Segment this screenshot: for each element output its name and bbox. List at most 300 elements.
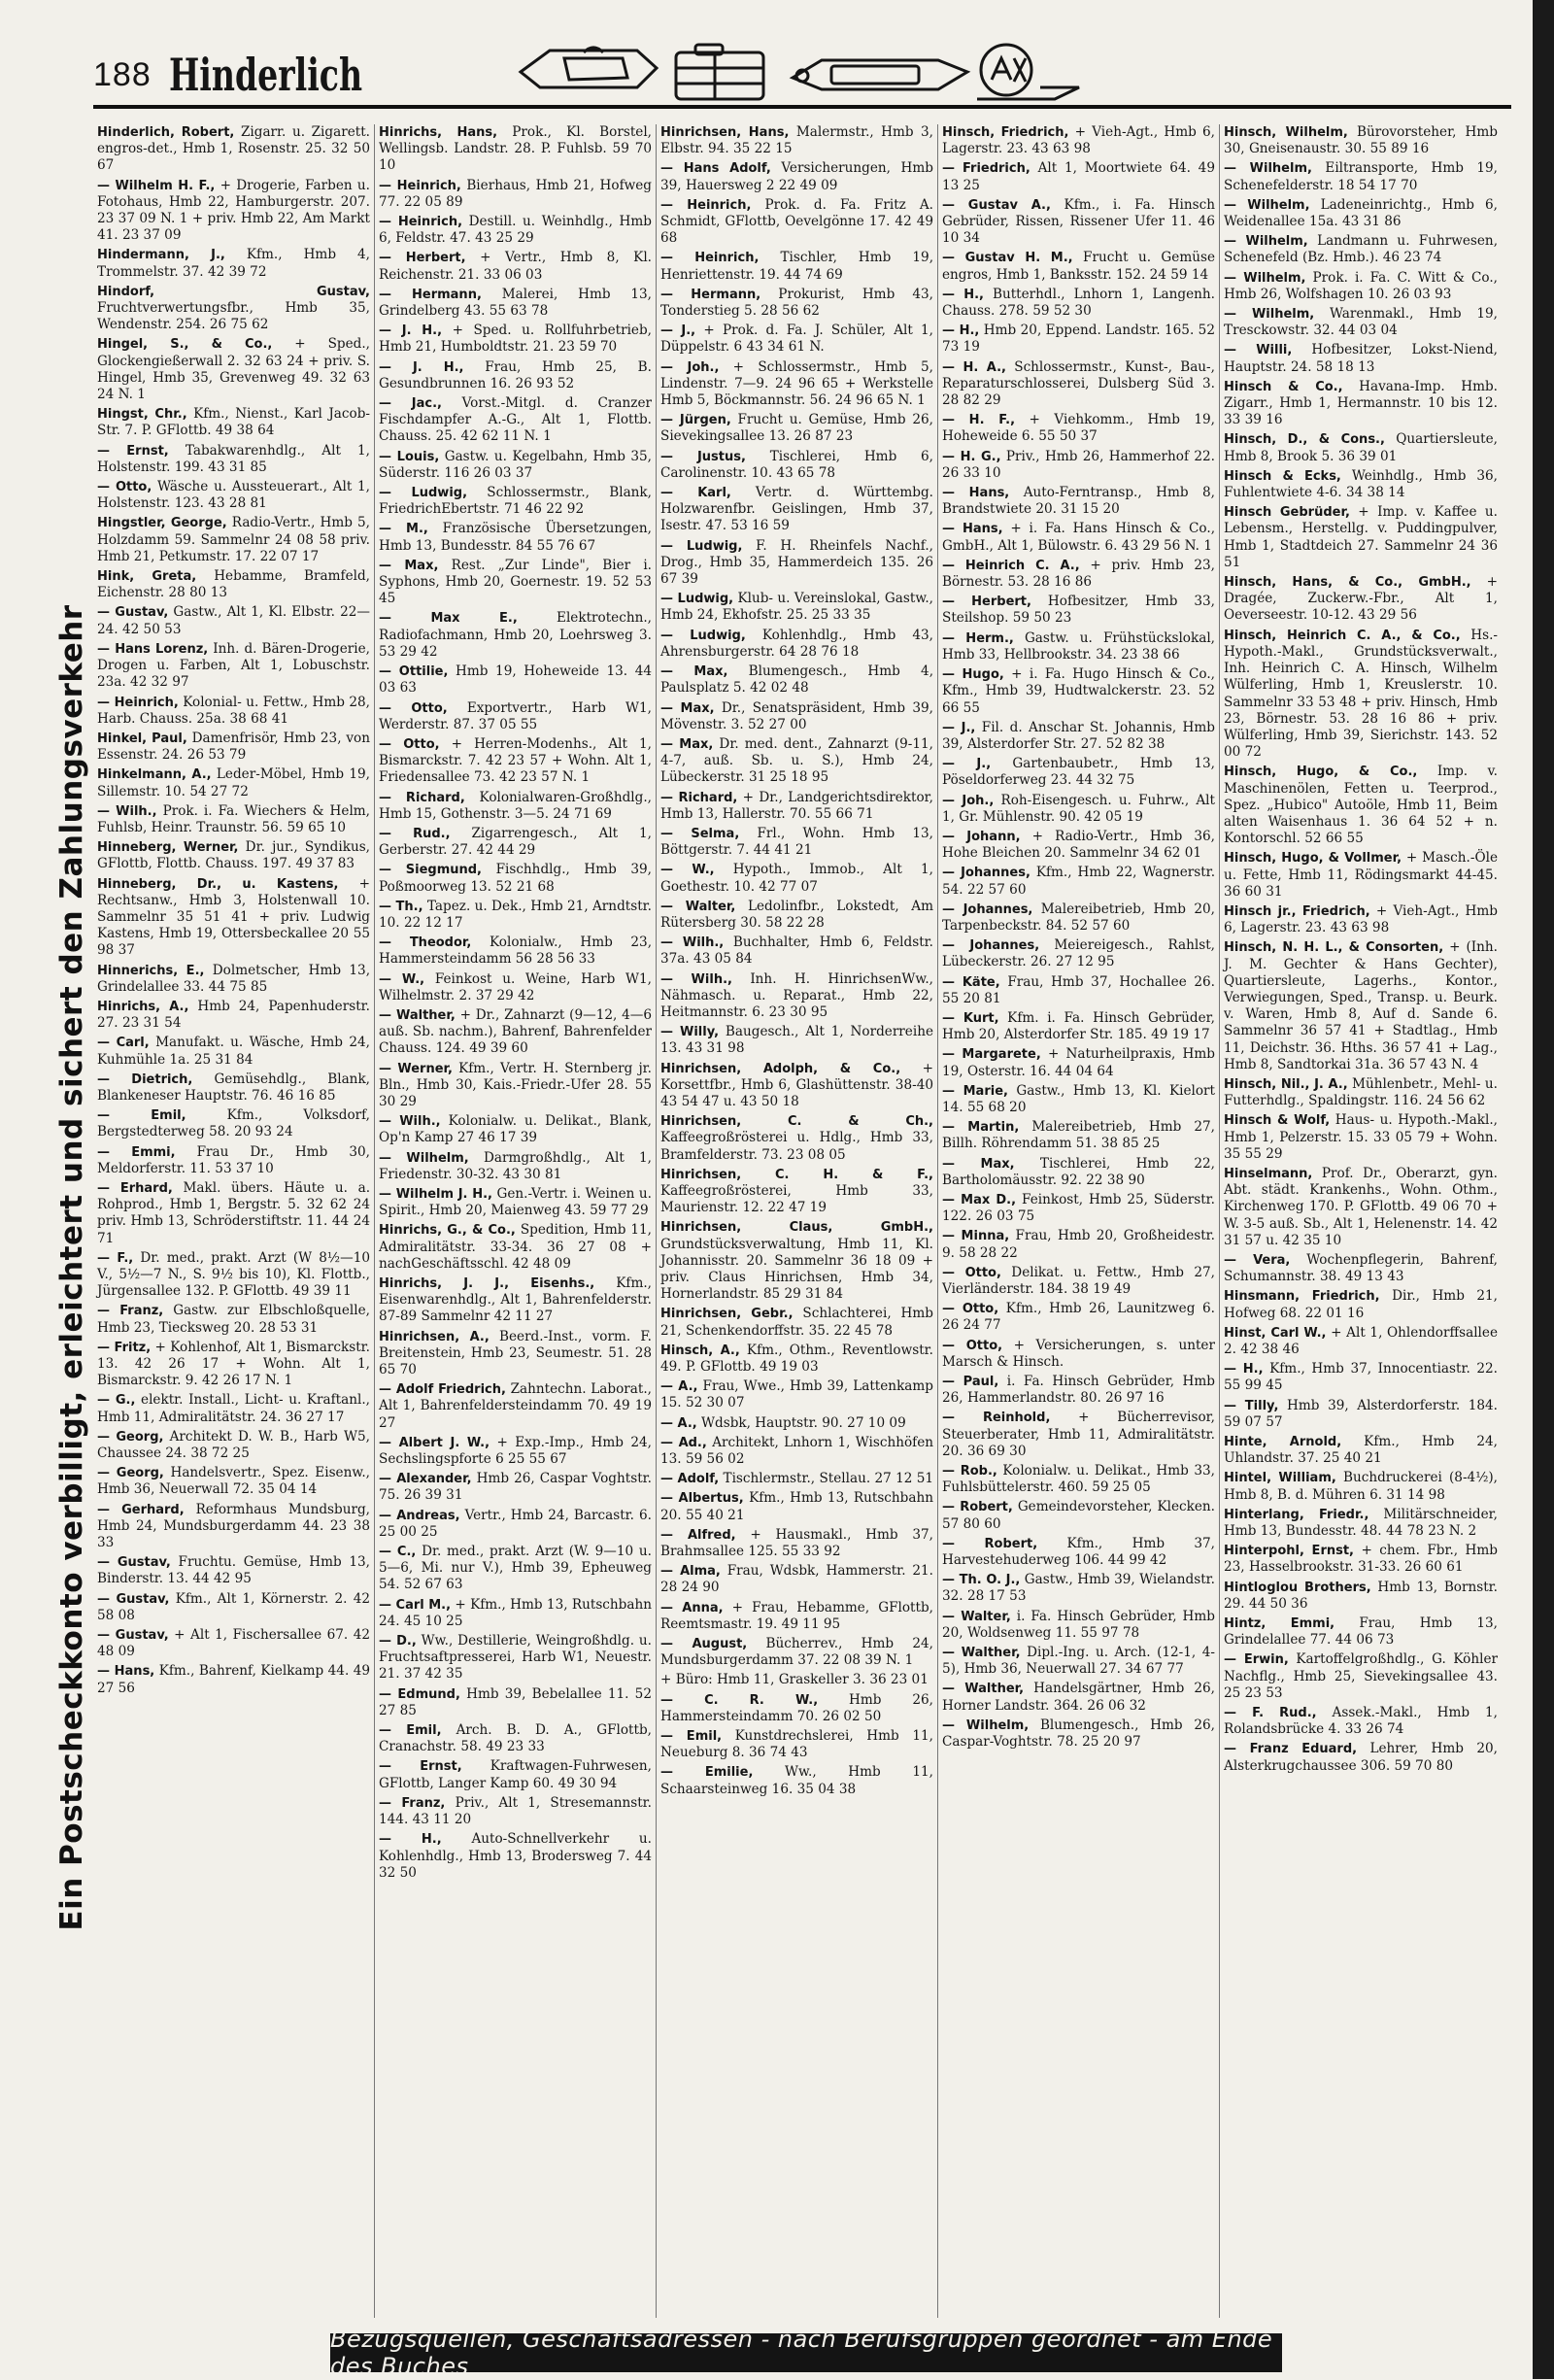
entry-details: Hebamme, Bramfeld, Eichenstr. 28 80 13 [97, 568, 370, 601]
entry-name: — Otto, [379, 736, 440, 752]
entry-details: Zigarr. u. Zigarett. engros-det., Hmb 1, Rosenstr. 25. 32 50 67 [97, 124, 371, 174]
directory-entry [660, 1527, 933, 1560]
directory-entry [942, 323, 1215, 356]
directory-entry [1224, 1112, 1498, 1163]
entry-name: — W., [660, 863, 715, 878]
directory-entry [942, 1265, 1215, 1298]
directory-entry [379, 1061, 652, 1111]
directory-column [1220, 124, 1502, 2318]
entry-details: Tischlermstr., Stellau. 27 12 51 [723, 1471, 933, 1487]
entry-name: — Emil, [97, 1108, 186, 1124]
entry-details: Dr. med., prakt. Arzt (W. 9—10 u. 5—6, Mi. nur V.), Hmb 39, Epheuweg 54. 52 67 63 [379, 1544, 652, 1593]
entry-name: — A., [660, 1379, 698, 1395]
entry-details: F. H. Rheinfels Nachf., Drog., Hmb 35, Hammerdeich 135. 26 67 39 [660, 537, 933, 588]
entry-details: Hmb 13, Bornstr. 29. 44 50 36 [1224, 1579, 1499, 1612]
directory-entry [379, 1758, 652, 1791]
entry-name: Hinsch, Heinrich C. A., & Co., [1224, 628, 1461, 643]
entry-name: — Heinrich, [379, 178, 461, 193]
entry-details: Bierhaus, Hmb 21, Hofweg 77. 22 05 89 [379, 177, 652, 210]
entry-name: — Friedrich, [942, 161, 1030, 177]
directory-entry [97, 1429, 370, 1462]
entry-details: Prokurist, Hmb 43, Tonderstieg 5. 28 56 62 [660, 286, 933, 320]
directory-entry [942, 287, 1215, 320]
entry-details: Tischlerei, Hmb 6, Carolinenstr. 10. 43 65 78 [660, 448, 933, 481]
directory-entry [1224, 1361, 1498, 1394]
entry-details: Blumengesch., Hmb 26, Caspar-Voghtstr. 78. 25 20 97 [942, 1717, 1215, 1751]
entry-details: Kfm., Hmb 22, Wagnerstr. 54. 22 57 60 [942, 865, 1216, 898]
entry-details: Vertr. d. Württembg. Holzwarenfbr. Geislingen, Hmb 37, Isestr. 47. 53 16 59 [660, 485, 933, 534]
entry-details: Tischlerei, Hmb 22, Bartholomäusstr. 92. 22 38 90 [942, 1155, 1216, 1188]
entry-name: — Carl, [97, 1036, 150, 1051]
entry-details: + Dr., Zahnarzt (9—12, 4—6 auß. Sb. nachm.), Bahrenf, Bahrenfelder Chauss. 124. 49 39 60 [379, 1006, 653, 1057]
directory-entry [379, 1831, 652, 1882]
entry-name: — Wilhelm, [1224, 307, 1315, 323]
entry-name: — Jürgen, [660, 413, 731, 428]
directory-entry [97, 1340, 370, 1390]
entry-name: — Fritz, [97, 1340, 152, 1355]
directory-entry [942, 1717, 1215, 1751]
entry-details: + Alt 1, Ohlendorffsallee 2. 42 38 46 [1224, 1324, 1498, 1358]
entry-name: — Wilhelm J. H., [379, 1186, 492, 1202]
entry-name: Hinrichsen, Adolph, & Co., [660, 1061, 901, 1076]
entry-name: Hinsch, Hans, & Co., GmbH., [1224, 575, 1471, 591]
entry-details: Kfm., Hmb 4, Trommelstr. 37. 42 39 72 [97, 247, 370, 280]
directory-entry [942, 1645, 1215, 1678]
directory-entry [97, 284, 370, 334]
directory-entry [660, 359, 933, 410]
directory-entry [942, 124, 1215, 157]
entry-details: Kfm. i. Fa. Hinsch Gebrüder, Hmb 20, Alsterdorfer Str. 185. 49 19 17 [942, 1009, 1215, 1043]
entry-name: — Walter, [942, 1609, 1011, 1624]
entry-name: Hinrichsen, C. & Ch., [660, 1114, 933, 1130]
directory-entry [660, 1471, 933, 1487]
directory-entry [97, 1465, 370, 1498]
entry-name: Hinsch, A., [660, 1343, 740, 1358]
entry-name: — Wilhelm, [1224, 197, 1310, 213]
directory-entry [660, 1692, 933, 1725]
entry-name: — Ludwig, [660, 592, 734, 607]
entry-name: — Gustav A., [942, 197, 1051, 213]
entry-name: — Wilh., [660, 971, 732, 987]
directory-entry [379, 521, 652, 554]
entry-details: Wdsbk, Hauptstr. 90. 27 10 09 [701, 1414, 906, 1431]
entry-details: + Vertr., Hmb 8, Kl. Reichenstr. 21. 33 06 03 [379, 250, 652, 283]
directory-entry [942, 793, 1215, 826]
directory-entry [942, 1609, 1215, 1642]
entry-details: + Rechtsanw., Hmb 3, Holstenwall 10. Sammelnr 35 51 41 + priv. Ludwig Kastens, Hmb 19, Ottersbeckallee 20 55 98 37 [97, 875, 371, 959]
entry-details: Bürovorsteher, Hmb 30, Gneisenaustr. 30. 55 89 16 [1224, 124, 1498, 157]
side-banner [35, 466, 89, 2069]
entry-details: Schlossermstr., Blank, FriedrichEbertstr. 71 46 22 92 [379, 485, 652, 518]
entry-details: + Alt 1, Fischersallee 67. 42 48 09 [97, 1627, 370, 1660]
entry-details: Makl. übers. Häute u. a. Rohprod., Hmb 1, Bergstr. 5. 32 62 24 priv. Hmb 13, Schröderstiftstr. 11. 44 24 71 [97, 1179, 371, 1246]
entry-details: Vertr., Hmb 24, Barcastr. 6. 25 00 25 [379, 1507, 652, 1540]
directory-entry [379, 558, 652, 608]
entry-name: — Robert, [942, 1500, 1013, 1515]
directory-entry [1224, 1741, 1498, 1774]
entry-details: Roh-Eisengesch. u. Fuhrw., Alt 1, Gr. Mühlenstr. 90. 42 05 19 [942, 792, 1215, 825]
entry-name: Hinneberg, Werner, [97, 840, 239, 856]
entry-details: + Kfm., Hmb 13, Rutschbahn 24. 45 10 25 [379, 1596, 652, 1629]
entry-name: — Hans, [942, 486, 1010, 501]
directory-entry [942, 1083, 1215, 1116]
entry-details: Butterhdl., Lnhorn 1, Langenh. Chauss. 278. 59 52 30 [942, 286, 1215, 320]
entry-name: — J., [942, 757, 992, 772]
directory-entry [379, 971, 652, 1004]
entry-details: Hypoth., Immob., Alt 1, Goethestr. 10. 42 77 07 [660, 862, 933, 895]
directory-entry [1224, 939, 1498, 1073]
entry-details: Kfm., Hmb 24, Uhlandstr. 37. 25 40 21 [1224, 1434, 1498, 1467]
entry-details: Gen.-Vertr. i. Weinen u. Spirit., Hmb 20, Maienweg 43. 59 77 29 [379, 1185, 652, 1219]
entry-details: Kfm., i. Fa. Hinsch Gebrüder, Rissen, Rissener Ufer 11. 46 10 34 [942, 196, 1215, 247]
directory-entry [660, 826, 933, 859]
entry-name: — Dietrich, [97, 1071, 193, 1087]
entry-name: — Adolf, [660, 1472, 720, 1487]
directory-entry [660, 538, 933, 589]
entry-name: — Albert J. W., [379, 1435, 490, 1450]
entry-details: + Schlossermstr., Hmb 5, Lindenstr. 7—9. 24 96 65 + Werkstelle Hmb 5, Böckmannstr. 56. 24 96 65 N. 1 [660, 358, 933, 409]
entry-name: — J., [660, 323, 696, 339]
entry-name: — Max E., [379, 611, 518, 627]
entry-details: Kfm., Hmb 37, Harvestehuderweg 106. 44 99 42 [942, 1535, 1215, 1569]
entry-details: Hs.-Hypoth.-Makl., Grundstücksverwalt., Inh. Heinrich C. A. Hinsch, Wilhelm Wülferling, Hmb 1, Kreuslerstr. 10. Sammelnr 33 53 48 + priv. Hinsch, Hmb 23, Börnestr. 53. 28 16 86 + priv. Wülferling, Hmb 39, Sierichstr. 143. 52 00 72 [1224, 627, 1499, 761]
entry-name: — Ludwig, [660, 628, 746, 643]
entry-details: Ledolinfbr., Lokstedt, Am Rütersberg 30. 58 22 28 [660, 898, 933, 931]
directory-entry [379, 1597, 652, 1630]
entry-details: Priv., Alt 1, Stresemannstr. 144. 43 11 20 [379, 1794, 652, 1828]
entry-details: Gastw., Hmb 39, Wielandstr. 32. 28 17 53 [942, 1572, 1215, 1605]
entry-details: + Frau, Hebamme, GFlottb, Reemtsmastr. 19. 49 11 95 [660, 1599, 933, 1632]
entry-details: Ww., Destillerie, Weingroßhdlg. u. Fruchtsaftpresserei, Harb W1, Neuestr. 21. 37 42 35 [379, 1633, 652, 1683]
entry-details: Dolmetscher, Hmb 13, Grindelallee 33. 44 75 85 [97, 962, 371, 995]
directory-entry [942, 666, 1215, 717]
entry-details: + Exp.-Imp., Hmb 24, Sechslingspforte 6 25 55 67 [379, 1434, 652, 1468]
entry-name: — Reinhold, [942, 1411, 1051, 1426]
entry-details: Dir., Hmb 21, Hofweg 68. 22 01 16 [1224, 1288, 1498, 1321]
header-rule [93, 105, 1511, 109]
entry-details: Mühlenbetr., Mehl- u. Futterhdlg., Spaldingstr. 116. 24 56 62 [1224, 1075, 1498, 1109]
entry-details: Gastw., Hmb 13, Kl. Kielort 14. 55 68 20 [942, 1082, 1216, 1115]
entry-details: Kfm., Hmb 13, Rutschbahn 20. 55 40 21 [660, 1490, 933, 1523]
entry-details: Grundstücksverwaltung, Hmb 11, Kl. Johannisstr. 20. Sammelnr 36 18 09 + priv. Claus Hinrichsen, Hmb 34, Hornerlandstr. 85 29 31 84 [660, 1236, 933, 1303]
entry-details: Hmb 24, Papenhuderstr. 27. 23 31 54 [97, 998, 370, 1032]
directory-entry [1224, 1705, 1498, 1738]
directory-entry [379, 178, 652, 211]
entry-name: — Wilh., [379, 1114, 441, 1130]
directory-entry [660, 1600, 933, 1633]
directory-entry [97, 1071, 370, 1105]
entry-details: Arch. B. D. A., GFlottb, Cranachstr. 58. 49 23 33 [379, 1722, 652, 1755]
directory-entry [379, 485, 652, 518]
directory-entry [97, 839, 370, 872]
directory-entry [660, 197, 933, 248]
entry-details: Dr. jur., Syndikus, GFlottb, Flottb. Chauss. 197. 49 37 83 [97, 839, 370, 872]
directory-entry [1224, 197, 1498, 230]
entry-name: — Otto, [97, 480, 152, 495]
entry-name: — H., [1224, 1362, 1264, 1377]
directory-entry [660, 323, 933, 356]
directory-entry [660, 485, 933, 535]
entry-details: Militärschneider, Hmb 13, Bundesstr. 48. 44 78 23 N. 2 [1224, 1506, 1498, 1540]
entry-name: — Louis, [379, 449, 440, 464]
entry-details: Damenfrisör, Hmb 23, von Essenstr. 24. 26 53 79 [97, 730, 370, 764]
entry-name: — H., [942, 287, 984, 302]
entry-name: — A., [660, 1415, 697, 1431]
entry-details: + Prok. d. Fa. J. Schüler, Alt 1, Düppelstr. 6 43 34 61 N. [660, 323, 934, 356]
entry-name: Hinst, Carl W., [1224, 1325, 1327, 1341]
directory-entry [1224, 504, 1498, 571]
directory-entry [660, 412, 933, 445]
entry-details: Kfm., Hmb 26, Launitzweg 6. 26 24 77 [942, 1301, 1215, 1334]
directory-entry [660, 1061, 933, 1111]
entry-name: — Willi, [1224, 343, 1293, 358]
directory-entry [942, 720, 1215, 753]
entry-name: — Alfred, [660, 1527, 736, 1543]
entry-name: — Max, [942, 1156, 1015, 1172]
directory-entry [379, 214, 652, 247]
directory-entry [660, 862, 933, 895]
directory-entry [1224, 1470, 1498, 1503]
entry-name: Hindermann, J., [97, 248, 225, 263]
entry-details: + Viehkomm., Hmb 19, Hoheweide 6. 55 50 37 [942, 412, 1215, 445]
entry-details: Kfm., Volksdorf, Bergstedterweg 58. 20 93 24 [97, 1107, 370, 1140]
directory-entry [1224, 1507, 1498, 1540]
directory-entry [97, 124, 370, 175]
entry-details: Lehrer, Hmb 20, Alsterkrugchaussee 306. 59 70 80 [1224, 1741, 1498, 1774]
entry-name: Hinderlich, Robert, [97, 125, 235, 140]
entry-name: — Walther, [942, 1646, 1021, 1661]
entry-name: — Georg, [97, 1429, 164, 1445]
entry-name: Hinnerichs, E., [97, 963, 205, 978]
entry-name: — W., [379, 971, 425, 987]
entry-name: Hinterpohl, Ernst, [1224, 1544, 1354, 1559]
directory-entry [660, 1764, 933, 1797]
entry-name: Hinrichs, Hans, [379, 125, 498, 140]
entry-details: Imp. v. Maschinenölen, Fetten u. Teerprod., Spez. „Hubico" Autoöle, Hmb 11, Beim alten Waisenhaus 1. 36 64 52 + n. Kontorschl. 52 66 55 [1224, 764, 1498, 847]
directory-entry [379, 790, 652, 823]
directory-entry [942, 558, 1215, 591]
entry-details: Leder-Möbel, Hmb 19, Sillemstr. 10. 54 27 72 [97, 766, 370, 799]
entry-name: — Wilh., [660, 935, 725, 951]
directory-entry [942, 1572, 1215, 1605]
directory-entry [660, 736, 933, 787]
entry-name: Hinsch, Friedrich, [942, 125, 1069, 140]
entry-name: — Adolf Friedrich, [379, 1382, 506, 1398]
entry-name: — Tilly, [1224, 1398, 1279, 1413]
directory-entry [97, 766, 370, 799]
directory-entry [660, 899, 933, 932]
entry-name: Hingst, Chr., [97, 407, 187, 423]
directory-entry [942, 974, 1215, 1007]
entry-details: Kartoffelgroßhdlg., G. Köhler Nachflg., Hmb 25, Sievekingsallee 43. 25 23 53 [1224, 1651, 1498, 1701]
entry-details: Kolonialw. u. Delikat., Blank, Op'n Kamp 27 46 17 39 [379, 1113, 652, 1146]
entry-name: — Ottilie, [379, 664, 449, 680]
directory-entry [660, 1167, 933, 1217]
directory-entry [1224, 764, 1498, 847]
directory-entry [942, 1463, 1215, 1496]
entry-name: — Emmi, [97, 1144, 176, 1160]
directory-entry [660, 1113, 933, 1164]
entry-details: Radio-Vertr., Hmb 5, Holzdamm 59. Sammelnr 24 08 58 priv. Hmb 21, Petkumstr. 17. 22 07 17 [97, 515, 371, 564]
entry-details: Quartiersleute, Hmb 8, Brook 5. 36 39 01 [1224, 431, 1498, 464]
entry-details: + Sped., Glockengießerwall 2. 32 63 24 + priv. S. Hingel, Hmb 35, Grevenweg 49. 32 63 24 N. 1 [97, 336, 370, 403]
directory-entry [660, 663, 933, 697]
entry-details: Landmann u. Fuhrwesen, Schenefeld (Bz. Hmb.). 46 23 74 [1224, 233, 1499, 266]
entry-name: — Marie, [942, 1083, 1008, 1099]
directory-entry [660, 971, 933, 1022]
entry-name: — Heinrich, [97, 695, 179, 710]
entry-details: Hofbesitzer, Hmb 33, Steilshop. 59 50 23 [942, 594, 1215, 627]
entry-name: Hinsmann, Friedrich, [1224, 1289, 1380, 1305]
directory-entry [942, 901, 1215, 935]
entry-name: Hinrichsen, A., [379, 1329, 490, 1344]
directory-entry [942, 1374, 1215, 1407]
directory-entry [660, 935, 933, 968]
entry-name: — Jac., [379, 396, 442, 412]
directory-entry [942, 1156, 1215, 1189]
entry-details: Kfm., Vertr. H. Sternberg jr. Bln., Hmb 30, Kais.-Friedr.-Ufer 28. 55 30 29 [379, 1060, 653, 1109]
entry-name: — F. Rud., [1224, 1706, 1317, 1721]
entry-details: Fruchtverwertungsfbr., Hmb 35, Wendenstr. 254. 26 75 62 [97, 300, 370, 333]
entry-details: + Herren-Modenhs., Alt 1, Bismarckstr. 7. 42 23 57 + Wohn. Alt 1, Friedensallee 73. 42 23 57 N. 1 [379, 735, 652, 786]
directory-entry [379, 1275, 652, 1326]
entry-details: Gastw., Alt 1, Kl. Elbstr. 22—24. 42 50 53 [97, 604, 370, 637]
entry-name: — Johannes, [942, 866, 1030, 881]
entry-name: Hinterlang, Friedr., [1224, 1507, 1369, 1522]
entry-name: — J., [942, 720, 976, 735]
directory-entry [942, 449, 1215, 482]
entry-details: Kaffeegroßrösterei, Hmb 33, Maurienstr. 12. 22 47 19 [660, 1182, 933, 1216]
directory-entry [660, 1435, 933, 1468]
directory-entry [942, 829, 1215, 862]
entry-details: Blumengesch., Hmb 4, Paulsplatz 5. 42 02 48 [660, 663, 934, 697]
entry-name: — H. G., [942, 449, 1001, 464]
entry-name: Hinsch, Hugo, & Vollmer, [1224, 851, 1402, 867]
entry-name: — August, [660, 1637, 748, 1652]
entry-name: — Max, [660, 736, 714, 752]
entry-details: Manufakt. u. Wäsche, Hmb 24, Kuhmühle 1a. 25 31 84 [97, 1035, 370, 1068]
entry-details: i. Fa. Hinsch Gebrüder, Hmb 26, Hammerlandstr. 80. 26 97 16 [942, 1374, 1215, 1407]
entry-details: Gemeindevorsteher, Klecken. 57 80 60 [942, 1499, 1215, 1532]
entry-name: — Emil, [379, 1723, 442, 1739]
entry-name: — Gustav, [97, 605, 169, 621]
entry-details: + Versicherungen, s. unter Marsch & Hinsch. [942, 1337, 1215, 1370]
entry-name: — Joh., [942, 793, 995, 808]
directory-entry [1224, 342, 1498, 375]
entry-details: + Büro: Hmb 11, Graskeller 3. 36 23 01 [660, 1672, 929, 1688]
entry-details: Versicherungen, Hmb 39, Hauersweg 2 22 49 09 [660, 160, 933, 193]
entry-details: Zahntechn. Laborat., Alt 1, Bahrenfeldersteindamm 70. 49 19 27 [379, 1381, 652, 1431]
directory-entry [942, 756, 1215, 789]
entry-details: Prok. i. Fa. Wiechers & Helm, Fuhlsb, Heinr. Traunstr. 56. 59 65 10 [97, 802, 370, 835]
directory-entry [379, 1435, 652, 1468]
directory-entry [97, 479, 370, 512]
entry-name: — Wilhelm, [1224, 161, 1312, 177]
entry-name: Hinrichs, J. J., Eisenhs., [379, 1276, 595, 1291]
directory-entry [97, 443, 370, 476]
entry-details: Kunstdrechslerei, Hmb 11, Neueburg 8. 36 74 43 [660, 1728, 933, 1761]
entry-name: — Richard, [379, 790, 465, 805]
directory-entry [97, 999, 370, 1032]
entry-details: + Masch.-Öle u. Fette, Hmb 11, Rödingsmarkt 44-45. 36 60 31 [1224, 850, 1498, 900]
directory-entry [379, 1471, 652, 1504]
entry-name: Hinsch, Hugo, & Co., [1224, 765, 1418, 780]
directory-entry [660, 790, 933, 823]
entry-name: — Gustav, [97, 1555, 171, 1571]
entry-details: Baugesch., Alt 1, Norderreihe 13. 43 31 98 [660, 1024, 934, 1057]
entry-name: — C., [379, 1545, 417, 1560]
directory-entry [379, 359, 652, 392]
entry-name: — Hans, [942, 522, 1003, 537]
entry-name: — Edmund, [379, 1686, 460, 1702]
entry-name: — Robert, [942, 1536, 1038, 1551]
directory-entry [379, 449, 652, 482]
entry-name: — Heinrich C. A., [942, 558, 1080, 573]
entry-name: — Hermann, [660, 287, 761, 302]
entry-name: — Willy, [660, 1025, 720, 1040]
directory-entry [97, 1554, 370, 1587]
entry-name: — Th. O. J., [942, 1573, 1021, 1588]
entry-details: Prok. i. Fa. C. Witt & Co., Hmb 26, Wolfshagen 10. 26 03 93 [1224, 269, 1498, 302]
directory-entry [97, 1180, 370, 1247]
entry-details: Hmb 20, Eppend. Landstr. 165. 52 73 19 [942, 323, 1215, 356]
directory-entry [942, 1410, 1215, 1460]
entry-details: Kolonial- u. Fettw., Hmb 28, Harb. Chauss. 25a. 38 68 41 [97, 694, 370, 727]
entry-name: — J. H., [379, 323, 443, 339]
entry-details: i. Fa. Hinsch Gebrüder, Hmb 20, Woldsenweg 11. 55 97 78 [942, 1608, 1215, 1641]
directory-entry [1224, 574, 1498, 625]
entry-name: — Max D., [942, 1192, 1017, 1207]
entry-details: Gemüsehdlg., Blank, Blankeneser Hauptstr. 76. 46 16 85 [97, 1071, 370, 1104]
entry-details: Vorst.-Mitgl. d. Cranzer Fischdampfer A.-G., Alt 1, Flottb. Chauss. 25. 42 62 11 N. 1 [379, 395, 652, 445]
entry-name: Hinrichsen, C. H. & F., [660, 1167, 933, 1182]
entry-name: — Heinrich, [660, 197, 752, 213]
directory-entry [1224, 1166, 1498, 1249]
entry-name: — D., [379, 1634, 417, 1649]
entry-name: — Herbert, [942, 595, 1031, 610]
running-head: Hinderlich [169, 49, 363, 101]
entry-name: — C. R. W., [660, 1692, 819, 1708]
entry-details: Delikat. u. Fettw., Hmb 27, Vierländerstr. 184. 38 19 49 [942, 1264, 1215, 1297]
entry-details: Destill. u. Weinhdlg., Hmb 6, Feldstr. 47. 43 25 29 [379, 214, 652, 247]
entry-name: — Gerhard, [97, 1502, 185, 1517]
directory-entry [660, 628, 933, 661]
entry-details: + Dragée, Zuckerw.-Fbr., Alt 1, Oeverseestr. 10-12. 43 29 56 [1224, 574, 1498, 624]
entry-name: Hinsch & Wolf, [1224, 1113, 1331, 1129]
directory-entry [942, 1010, 1215, 1043]
entry-name: — Paul, [942, 1375, 999, 1390]
entry-details: Havana-Imp. Hmb. Zigarr., Hmb 1, Hermannstr. 10 bis 12. 33 39 16 [1224, 378, 1498, 428]
entry-details: + Bücherrevisor, Steuerberater, Hmb 11, Admiralitätstr. 20. 36 69 30 [942, 1410, 1215, 1459]
entry-name: — Franz Eduard, [1224, 1742, 1358, 1757]
entry-details: Reformhaus Mundsburg, Hmb 24, Mundsburgerdamm 44. 23 38 33 [97, 1501, 370, 1551]
directory-entry [97, 1591, 370, 1624]
directory-entry [942, 485, 1215, 518]
entry-name: — J. H., [379, 359, 464, 375]
directory-entry [379, 1544, 652, 1594]
entry-name: Hinrichsen, Gebr., [660, 1307, 794, 1322]
directory-column [657, 124, 938, 2318]
entry-name: — Wilhelm, [1224, 270, 1306, 286]
entry-details: Feinkost, Hmb 25, Süderstr. 122. 26 03 75 [942, 1191, 1215, 1225]
directory-entry [942, 1192, 1215, 1225]
entry-details: Hmb 39, Bebelallee 11. 52 27 85 [379, 1685, 652, 1718]
directory-entry [1224, 1615, 1498, 1649]
directory-entry [97, 1627, 370, 1660]
directory-entry [379, 899, 652, 932]
entry-name: — Heinrich, [660, 251, 760, 266]
directory-entry [97, 803, 370, 836]
